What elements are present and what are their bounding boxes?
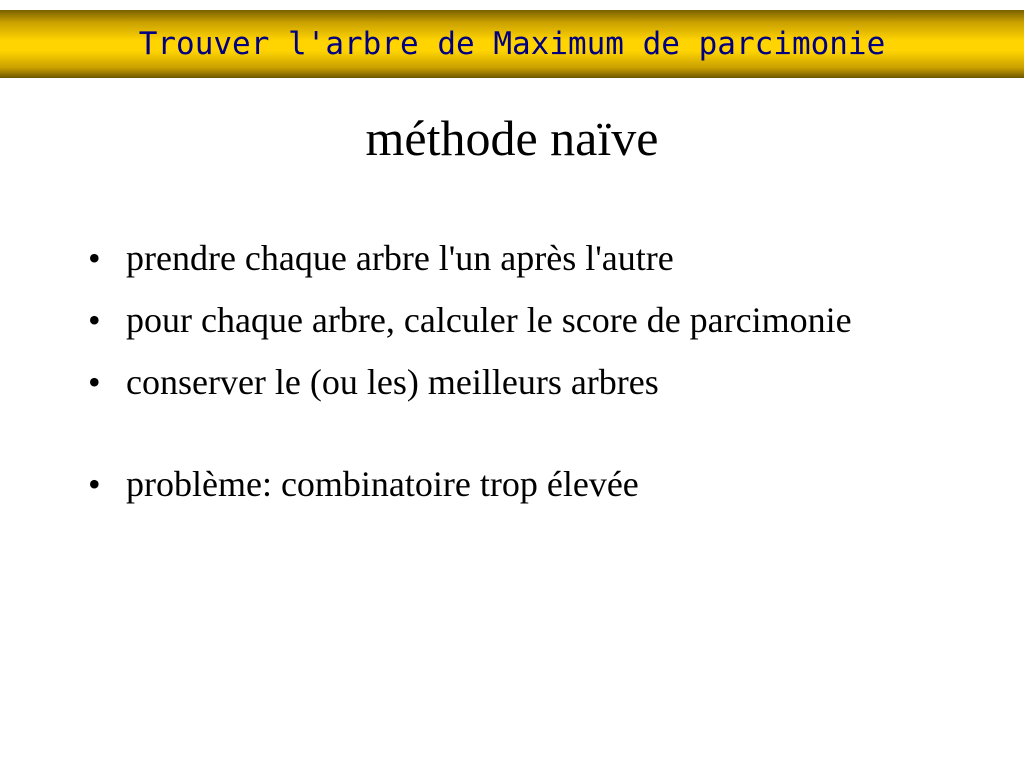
bullet-text: conserver le (ou les) meilleurs arbres	[126, 362, 659, 402]
bullet-text: pour chaque arbre, calculer le score de parcimonie	[126, 300, 852, 340]
bullet-text: problème: combinatoire trop élevée	[126, 464, 639, 504]
title-banner	[0, 10, 1024, 78]
bullet-item	[84, 294, 944, 346]
bullet-item	[84, 356, 944, 408]
bullet-item	[84, 232, 944, 284]
bullet-icon: •	[88, 238, 101, 278]
bullet-list	[84, 232, 944, 520]
bullet-icon: •	[88, 300, 101, 340]
bullet-text: prendre chaque arbre l'un après l'autre	[126, 238, 674, 278]
slide-title: Trouver l'arbre de Maximum de parcimonie	[138, 26, 886, 62]
bullet-icon: •	[88, 464, 101, 504]
bullet-item	[84, 458, 944, 510]
slide-subtitle: méthode naïve	[365, 110, 659, 166]
bullet-icon: •	[88, 362, 101, 402]
